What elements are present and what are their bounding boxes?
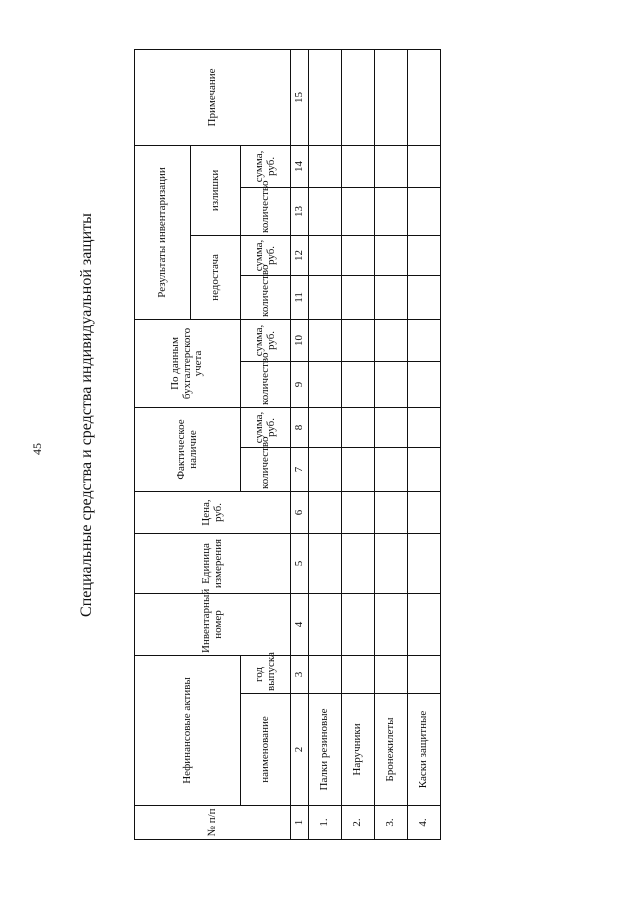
row-name: Бронежилеты xyxy=(375,694,408,806)
column-number: 6 xyxy=(291,492,309,534)
cell-empty xyxy=(408,275,441,319)
cell-empty xyxy=(408,492,441,534)
cell-empty xyxy=(375,448,408,492)
cell-empty xyxy=(342,361,375,407)
cell-empty xyxy=(408,534,441,594)
cell-empty xyxy=(309,235,342,275)
cell-empty xyxy=(309,187,342,235)
column-number: 13 xyxy=(291,187,309,235)
header-price: Цена, руб. xyxy=(135,492,291,534)
cell-empty xyxy=(408,448,441,492)
header-year: год выпуска xyxy=(241,656,291,694)
cell-empty xyxy=(408,187,441,235)
cell-empty xyxy=(342,656,375,694)
cell-empty xyxy=(342,448,375,492)
cell-empty xyxy=(342,534,375,594)
header-accounting: По данным бухгалтерского учета xyxy=(135,319,241,407)
column-number: 8 xyxy=(291,407,309,447)
column-number-row xyxy=(291,49,309,839)
column-number: 2 xyxy=(291,694,309,806)
header-name: наименование xyxy=(241,694,291,806)
header-shortage-sum: сумма, руб. xyxy=(241,235,291,275)
row-number: 2. xyxy=(342,806,375,840)
cell-empty xyxy=(342,319,375,361)
cell-empty xyxy=(375,49,408,145)
cell-empty xyxy=(408,235,441,275)
header-shortage: недостача xyxy=(191,235,241,319)
column-number: 12 xyxy=(291,235,309,275)
table-row xyxy=(375,49,408,839)
header-unit: Единица измерения xyxy=(135,534,291,594)
column-number: 14 xyxy=(291,145,309,187)
header-actual-qty: количество xyxy=(241,448,291,492)
header-note: Примечание xyxy=(135,49,291,145)
cell-empty xyxy=(309,145,342,187)
page-title: Специальные средства и средства индивидуальной защиты xyxy=(78,213,95,617)
page-number: 45 xyxy=(30,443,44,455)
header-accounting-sum: сумма, руб. xyxy=(241,319,291,361)
cell-empty xyxy=(342,145,375,187)
cell-empty xyxy=(309,656,342,694)
header-results: Результаты инвентаризации xyxy=(135,145,191,319)
cell-empty xyxy=(309,275,342,319)
header-actual-sum: сумма, руб. xyxy=(241,407,291,447)
cell-empty xyxy=(342,235,375,275)
header-accounting-qty: количество xyxy=(241,361,291,407)
cell-empty xyxy=(408,407,441,447)
cell-empty xyxy=(408,319,441,361)
cell-empty xyxy=(342,275,375,319)
column-number: 9 xyxy=(291,361,309,407)
cell-empty xyxy=(375,235,408,275)
cell-empty xyxy=(309,319,342,361)
header-surplus-qty: количество xyxy=(241,187,291,235)
column-number: 5 xyxy=(291,534,309,594)
cell-empty xyxy=(309,361,342,407)
column-number: 3 xyxy=(291,656,309,694)
row-number: 1. xyxy=(309,806,342,840)
cell-empty xyxy=(309,492,342,534)
cell-empty xyxy=(375,319,408,361)
cell-empty xyxy=(375,275,408,319)
header-surplus: излишки xyxy=(191,145,241,235)
cell-empty xyxy=(375,187,408,235)
header-surplus-sum: сумма, руб. xyxy=(241,145,291,187)
cell-empty xyxy=(375,361,408,407)
row-name: Наручники xyxy=(342,694,375,806)
column-number: 10 xyxy=(291,319,309,361)
table-row xyxy=(342,49,375,839)
table-row xyxy=(408,49,441,839)
header-shortage-qty: количество xyxy=(241,275,291,319)
column-number: 1 xyxy=(291,806,309,840)
cell-empty xyxy=(342,594,375,656)
inventory-table-wrapper xyxy=(134,50,430,840)
cell-empty xyxy=(408,361,441,407)
row-number: 3. xyxy=(375,806,408,840)
row-number: 4. xyxy=(408,806,441,840)
cell-empty xyxy=(375,534,408,594)
cell-empty xyxy=(375,492,408,534)
cell-empty xyxy=(375,594,408,656)
header-nonfinancial-assets: Нефинансовые активы xyxy=(135,656,241,806)
column-number: 4 xyxy=(291,594,309,656)
cell-empty xyxy=(342,187,375,235)
column-number: 11 xyxy=(291,275,309,319)
cell-empty xyxy=(375,656,408,694)
cell-empty xyxy=(309,407,342,447)
row-name: Палки резиновые xyxy=(309,694,342,806)
header-inventory-number: Инвентарный номер xyxy=(135,594,291,656)
cell-empty xyxy=(408,145,441,187)
cell-empty xyxy=(309,49,342,145)
inventory-table xyxy=(134,49,441,840)
cell-empty xyxy=(408,49,441,145)
column-number: 15 xyxy=(291,49,309,145)
cell-empty xyxy=(375,145,408,187)
header-no: № п/п xyxy=(135,806,291,840)
cell-empty xyxy=(342,492,375,534)
cell-empty xyxy=(342,49,375,145)
row-name: Каски защитные xyxy=(408,694,441,806)
cell-empty xyxy=(408,594,441,656)
column-number: 7 xyxy=(291,448,309,492)
cell-empty xyxy=(309,594,342,656)
cell-empty xyxy=(408,656,441,694)
cell-empty xyxy=(342,407,375,447)
cell-empty xyxy=(375,407,408,447)
cell-empty xyxy=(309,534,342,594)
cell-empty xyxy=(309,448,342,492)
header-actual: Фактическое наличие xyxy=(135,407,241,491)
table-row xyxy=(309,49,342,839)
